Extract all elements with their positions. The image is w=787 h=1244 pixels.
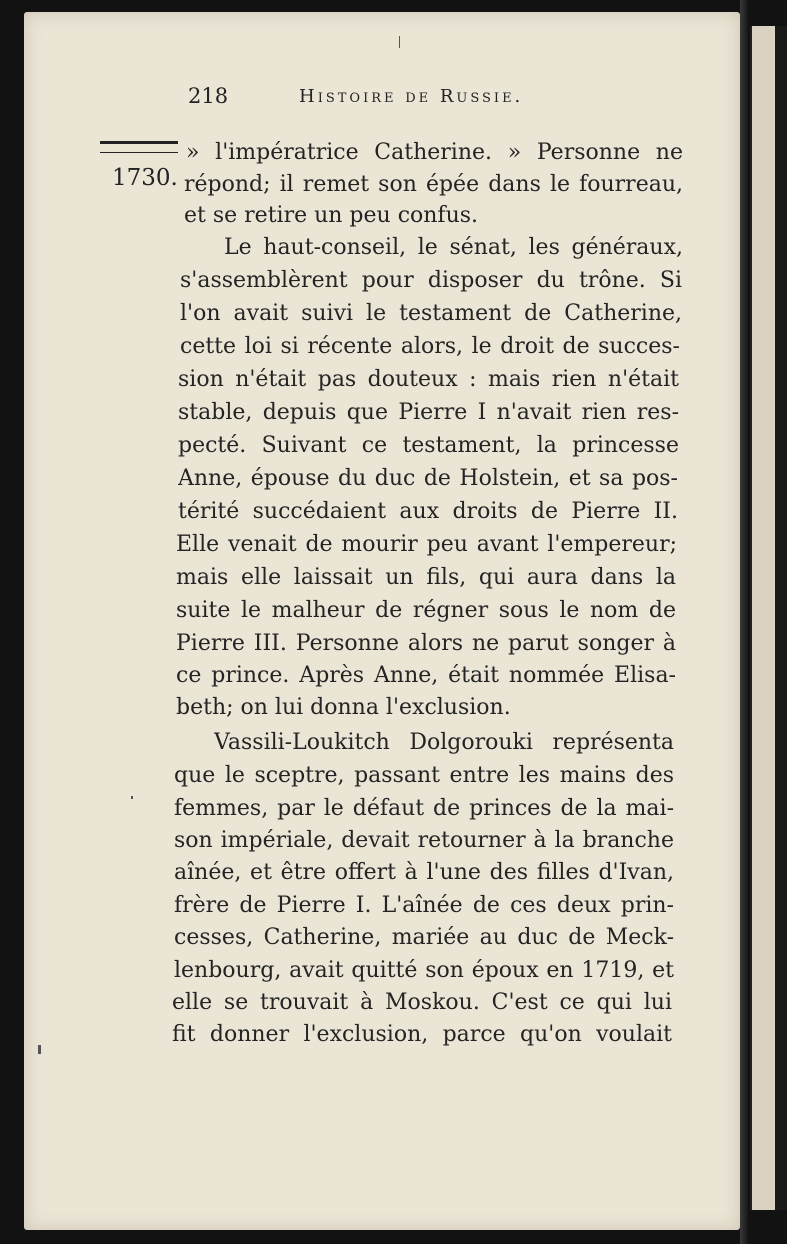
text-line: pecté. Suivant ce testament, la princesse [178,433,679,458]
text-line: Pierre III. Personne alors ne parut songer à [176,631,676,656]
text-line: Le haut-conseil, le sénat, les généraux, [224,235,683,260]
text-line: lenbourg, avait quitté son époux en 1719, et [174,958,674,983]
text-line: Vassili-Loukitch Dolgorouki représenta [214,730,674,755]
text-line: frère de Pierre I. L'aînée de ces deux prin- [174,893,674,918]
adjacent-page-shadow [775,26,787,1210]
text-line: et se retire un peu confus. [184,203,479,228]
text-line: sion n'était pas douteux : mais rien n'était [178,367,679,392]
text-line: elle se trouvait à Moskou. C'est ce qui lui [172,990,672,1015]
text-line: stable, depuis que Pierre I n'avait rien res- [178,400,679,425]
text-line: Elle venait de mourir peu avant l'empereur; [176,532,677,557]
text-line: suite le malheur de régner sous le nom de [176,598,676,623]
text-line: » l'impératrice Catherine. » Personne ne [186,140,683,165]
text-line: beth; on lui donna l'exclusion. [176,695,511,720]
text-line: que le sceptre, passant entre les mains des [174,763,674,788]
text-line: son impériale, devait retourner à la branche [174,828,674,853]
text-line: ce prince. Après Anne, était nommée Elisa- [176,663,676,688]
text-line: Anne, épouse du duc de Holstein, et sa pos- [178,466,678,491]
text-line: cette loi si récente alors, le droit de succes- [180,334,680,359]
margin-year: 1730. [112,165,178,191]
text-line: s'assemblèrent pour disposer du trône. Si [180,268,682,293]
text-line: térité succédaient aux droits de Pierre II. [178,499,678,524]
margin-rule [100,141,178,153]
text-line: femmes, par le défaut de princes de la mai- [174,796,674,821]
text-line: répond; il remet son épée dans le fourreau, [184,172,683,197]
running-head [188,84,588,112]
book-gutter [740,0,750,1244]
adjacent-page-edge [750,26,787,1210]
page-number: 218 [188,84,229,108]
ink-speck [38,1045,41,1054]
text-line: aînée, et être offert à l'une des filles d'Ivan, [174,860,674,885]
running-head-title: Histoire de Russie. [299,86,524,107]
text-line: fit donner l'exclusion, parce qu'on voulait [172,1022,672,1047]
ink-speck [399,36,400,48]
ink-speck [131,796,133,799]
text-line: cesses, Catherine, mariée au duc de Meck- [174,925,674,950]
text-line: mais elle laissait un fils, qui aura dans la [176,565,676,590]
text-line: l'on avait suivi le testament de Catherine, [180,301,682,326]
